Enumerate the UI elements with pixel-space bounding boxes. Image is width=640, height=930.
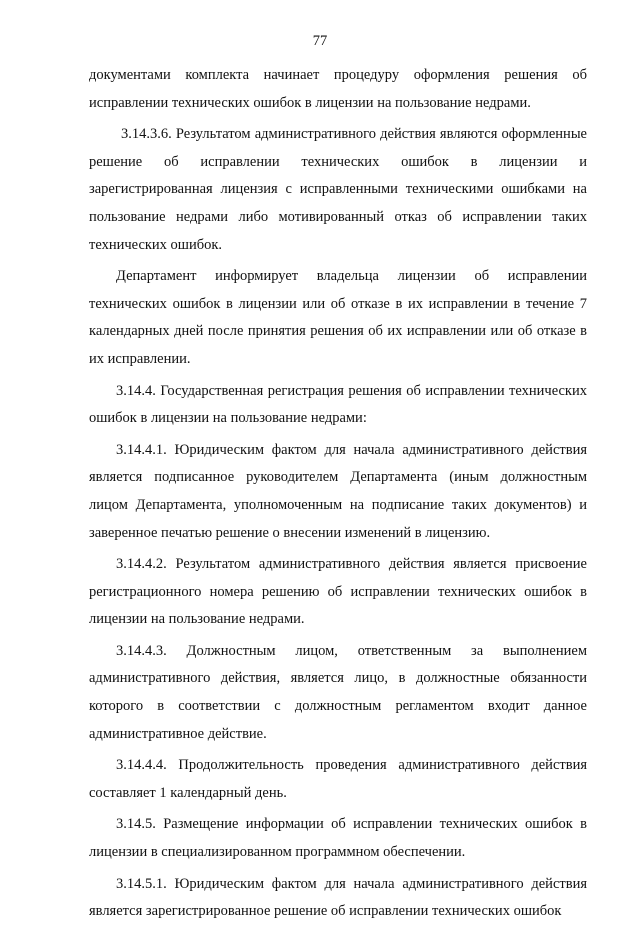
page-number: 77 [312,33,328,49]
paragraph-3-14-4-2: 3.14.4.2. Результатом административного действия является присвоение регистрационного номера решению об исправлении технических ошибок в лицензии на пользование недрами. [89,556,587,628]
paragraph-continued: документами комплекта начинает процедуру оформления решения об исправлении технических ошибок в лицензии на пользование недрами. [89,67,587,111]
paragraph-3-14-5: 3.14.5. Размещение информации об исправлении технических ошибок в лицензии в специализированном программном обеспечении. [89,816,587,861]
paragraph-3-14-4-3: 3.14.4.3. Должностным лицом, ответственным за выполнением административного действия, является лицо, в должностные обязанности которого в соответствии с должностным регламентом входит данное административное действие. [89,642,587,742]
document-body [89,62,587,930]
paragraph-3-14-4: 3.14.4. Государственная регистрация решения об исправлении технических ошибок в лицензии на пользование недрами: [89,382,587,427]
paragraph-3-14-5-1: 3.14.5.1. Юридическим фактом для начала административного действия является зарегистрированное решение об исправлении технических ошибок [89,875,587,920]
paragraph-department-informs: Департамент информирует владельца лицензии об исправлении технических ошибок в лицензии или об отказе в их исправлении в течение 7 календарных дней после принятия решения об их исправлении или об отказе в их исправлении. [89,268,587,367]
paragraph-3-14-4-4: 3.14.4.4. Продолжительность проведения административного действия составляет 1 календарный день. [89,757,587,801]
paragraph-3-14-4-1: 3.14.4.1. Юридическим фактом для начала административного действия является подписанное руководителем Департамента (иным должностным лицом Департамента, уполномоченным на подписание таких документов) и заверенное печатью решение о внесении изменений в лицензию. [89,441,587,541]
paragraph-3-14-3-6: 3.14.3.6. Результатом административного действия являются оформленные решение об исправлении технических ошибок в лицензии и зарегистрированная лицензия с исправленными техническими ошибками на пользование недрами либо мотивированный отказ об исправлении таких технических ошибок. [89,126,587,253]
